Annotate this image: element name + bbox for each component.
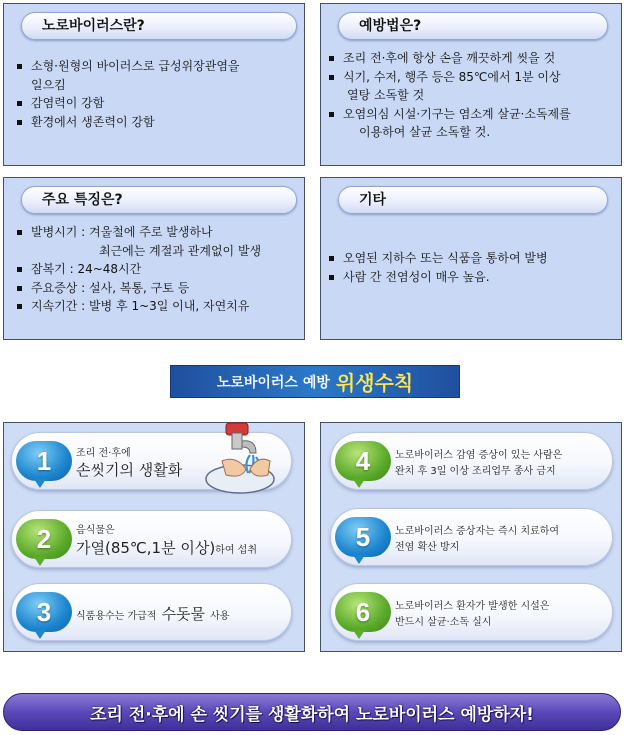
- step-6-number: 6: [335, 592, 391, 632]
- step-5-number: 5: [335, 517, 391, 557]
- slogan-text: 조리 전·후에 손 씻기를 생활화하여 노로바이러스 예방하자!: [90, 704, 534, 725]
- step-3: [11, 583, 292, 641]
- step-3-highlight: 수돗물: [161, 605, 206, 623]
- slogan-bar: [3, 693, 621, 731]
- other-box: [320, 177, 622, 340]
- step-1-text: 손씻기의 생활화: [76, 461, 183, 479]
- step-6-line2: 반드시 살균·소독 실시: [395, 617, 492, 628]
- step-2-caption: 음식물은: [76, 525, 115, 536]
- faucet-handwash-icon: [196, 417, 280, 501]
- step-2-highlight: 가열(85℃,1분 이상): [76, 539, 216, 557]
- list-item: 주요증상 : 설사, 복통, 구토 등: [15, 279, 303, 298]
- step-4-line2: 완치 후 3일 이상 조리업무 종사 금지: [395, 466, 556, 477]
- list-item: 감염력이 강함: [15, 94, 300, 113]
- features-title: 주요 특징은?: [21, 186, 297, 214]
- step-2-suffix: 하여 섭취: [215, 545, 257, 556]
- step-5-line1: 노로바이러스 증상자는 즉시 치료하여: [395, 526, 560, 537]
- step-2-number: 2: [16, 519, 72, 559]
- list-item: 지속기간 : 발병 후 1~3일 이내, 자연치유: [15, 297, 303, 316]
- step-5: [330, 508, 613, 566]
- step-2: [11, 510, 292, 568]
- other-title: 기타: [338, 186, 608, 214]
- hygiene-rules-banner: [170, 365, 460, 398]
- features-box: [3, 177, 305, 340]
- list-item: 오염의심 시설·기구는 염소계 살균·소독제를 이용하여 살균 소독할 것.: [327, 105, 619, 142]
- features-list: [15, 223, 303, 316]
- prevention-title: 예방법은?: [338, 12, 608, 40]
- list-item: 발병시기 : 겨울철에 주로 발생하나 최근에는 계절과 관계없이 발생: [15, 223, 303, 260]
- prevention-list: [327, 49, 619, 142]
- list-item: 환경에서 생존력이 강함: [15, 113, 300, 132]
- banner-highlight: 위생수칙: [335, 371, 414, 395]
- list-item: 잠복기 : 24~48시간: [15, 260, 303, 279]
- what-is-norovirus-title: 노로바이러스란?: [21, 12, 297, 40]
- step-3-text: [76, 603, 229, 624]
- step-1-caption: 조리 전·후에: [76, 448, 131, 459]
- step-3-prefix: 식품용수는 가급적: [76, 611, 157, 622]
- step-5-line2: 전염 확산 방지: [395, 542, 460, 553]
- other-list: [327, 249, 619, 286]
- list-item: 오염된 지하수 또는 식품을 통하여 발병: [327, 249, 619, 268]
- step-3-number: 3: [16, 592, 72, 632]
- list-item: 식기, 수저, 행주 등은 85℃에서 1분 이상 열탕 소독할 것: [327, 68, 619, 105]
- list-item: 소형·원형의 바이러스로 급성위장관염을 일으킴: [15, 57, 300, 94]
- step-4-line1: 노로바이러스 감염 증상이 있는 사람은: [395, 450, 563, 461]
- prevention-box: [320, 3, 622, 166]
- step-1-number: 1: [16, 441, 72, 481]
- what-is-norovirus-list: [15, 57, 300, 131]
- step-4-number: 4: [335, 441, 391, 481]
- step-4: [330, 432, 613, 490]
- step-6: [330, 583, 613, 641]
- what-is-norovirus-box: [3, 3, 305, 166]
- steps-panel-right: [320, 422, 622, 652]
- list-item: 조리 전·후에 항상 손을 깨끗하게 씻을 것: [327, 49, 619, 68]
- list-item: 사람 간 전염성이 매우 높음.: [327, 268, 619, 287]
- step-6-line1: 노로바이러스 환자가 발생한 시설은: [395, 601, 550, 612]
- step-2-text: [76, 537, 257, 558]
- step-3-suffix: 사용: [210, 611, 230, 622]
- steps-panel-left: [3, 422, 305, 652]
- banner-prefix: 노로바이러스 예방: [216, 374, 330, 391]
